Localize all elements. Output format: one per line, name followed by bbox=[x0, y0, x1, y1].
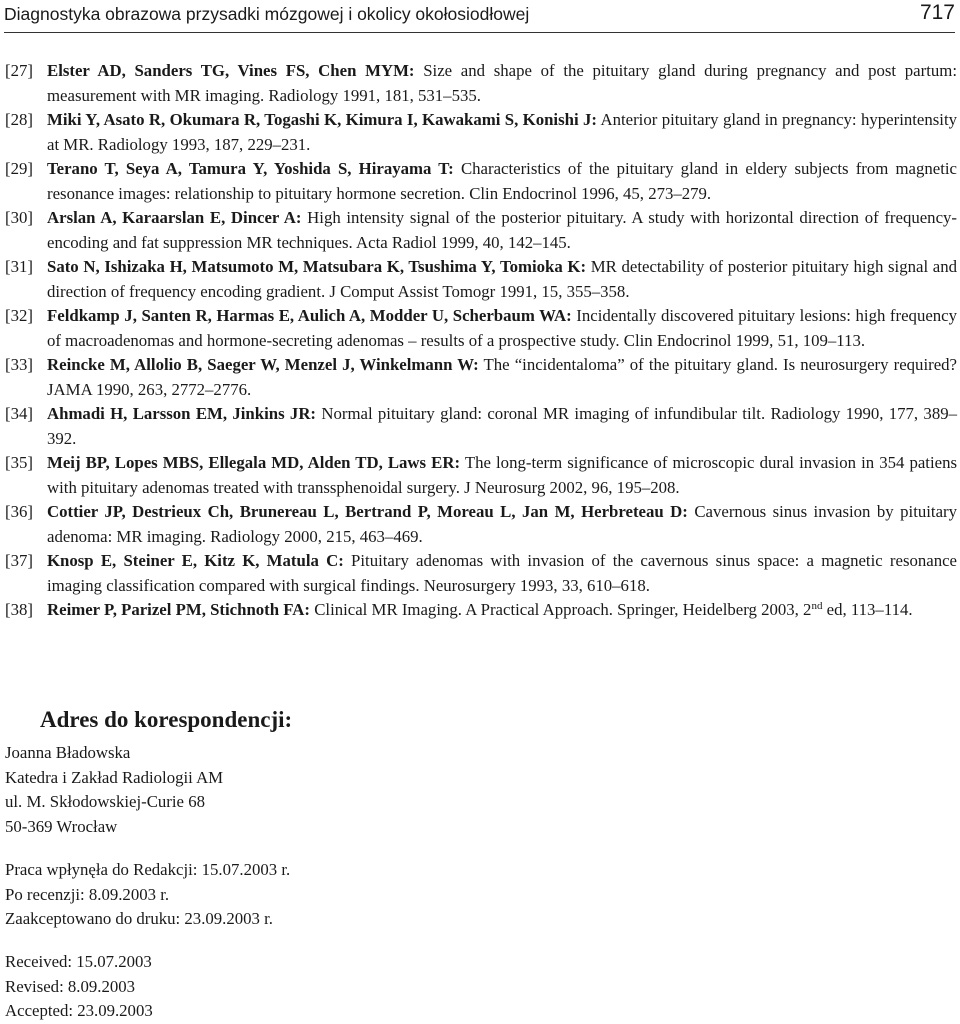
reference-authors: Feldkamp J, Santen R, Harmas E, Aulich A, Modder U, Scherbaum WA: bbox=[47, 306, 572, 325]
reference-authors: Ahmadi H, Larsson EM, Jinkins JR: bbox=[47, 404, 317, 423]
reference-item bbox=[5, 549, 957, 598]
reference-text: Clinical MR Imaging. A Practical Approach. Springer, Heidelberg 2003, 2 bbox=[310, 600, 812, 619]
running-header bbox=[4, 0, 955, 33]
submission-dates-pl bbox=[5, 858, 290, 932]
reference-item bbox=[5, 59, 957, 108]
date-line: Praca wpłynęła do Redakcji: 15.07.2003 r. bbox=[5, 860, 291, 879]
reference-item bbox=[5, 598, 957, 623]
address-line: ul. M. Skłodowskiej-Curie 68 bbox=[5, 792, 205, 811]
reference-item bbox=[5, 157, 957, 206]
reference-text: Size and shape of the pituitary gland during pregnancy and post partum: measurement with MR imaging. Radiology 1991, 181, 531–535. bbox=[47, 61, 957, 105]
reference-text: Anterior pituitary gland in pregnancy: hyperintensity at MR. Radiology 1993, 187, 229–231. bbox=[47, 110, 957, 154]
running-title: Diagnostyka obrazowa przysadki mózgowej i okolicy okołosiodłowej bbox=[4, 4, 530, 24]
reference-number: [27] bbox=[5, 61, 33, 80]
reference-text: The long-term significance of microscopic dural invasion in 354 patiens with pituitary adenomas treated with transsphenoidal surgery. J Neurosurg 2002, 96, 195–208. bbox=[47, 453, 958, 497]
reference-authors: Miki Y, Asato R, Okumara R, Togashi K, Kimura I, Kawakami S, Konishi J: bbox=[47, 110, 597, 129]
reference-number: [28] bbox=[5, 110, 33, 129]
reference-number: [34] bbox=[5, 404, 33, 423]
reference-text: The “incidentaloma” of the pituitary gland. Is neurosurgery required? JAMA 1990, 263, 2772–2776. bbox=[47, 355, 957, 399]
date-line: Accepted: 23.09.2003 bbox=[5, 1001, 153, 1020]
reference-authors: Reincke M, Allolio B, Saeger W, Menzel J, Winkelmann W: bbox=[47, 355, 479, 374]
reference-item bbox=[5, 500, 957, 549]
address-line: Joanna Bładowska bbox=[5, 743, 131, 762]
reference-text: Cavernous sinus invasion by pituitary adenoma: MR imaging. Radiology 2000, 215, 463–469. bbox=[47, 502, 957, 546]
reference-item bbox=[5, 353, 957, 402]
reference-authors: Sato N, Ishizaka H, Matsumoto M, Matsubara K, Tsushima Y, Tomioka K: bbox=[47, 257, 587, 276]
reference-number: [37] bbox=[5, 551, 33, 570]
reference-number: [36] bbox=[5, 502, 33, 521]
reference-number: [30] bbox=[5, 208, 33, 227]
reference-list bbox=[5, 59, 957, 623]
address-line: 50-369 Wrocław bbox=[5, 816, 118, 836]
reference-number: [31] bbox=[5, 257, 33, 276]
reference-item bbox=[5, 255, 957, 304]
page-number: 717 bbox=[919, 1, 955, 24]
reference-authors: Knosp E, Steiner E, Kitz K, Matula C: bbox=[47, 551, 344, 570]
reference-number: [29] bbox=[5, 159, 33, 178]
reference-authors: Elster AD, Sanders TG, Vines FS, Chen MYM: bbox=[47, 61, 415, 80]
address-line: Katedra i Zakład Radiologii AM bbox=[5, 767, 224, 787]
reference-number: [33] bbox=[5, 355, 33, 374]
reference-text: Pituitary adenomas with invasion of the cavernous sinus space: a magnetic resonance imaging classification compared with surgical findings. Neurosurgery 1993, 33, 610–618. bbox=[47, 551, 957, 595]
date-line: Po recenzji: 8.09.2003 r. bbox=[5, 884, 170, 904]
reference-text: MR detectability of posterior pituitary high signal and direction of frequency encoding gradient. J Comput Assist Tomogr 1991, 15, 355–358. bbox=[47, 257, 958, 301]
reference-number: [32] bbox=[5, 306, 33, 325]
reference-authors: Cottier JP, Destrieux Ch, Brunereau L, Bertrand P, Moreau L, Jan M, Herbreteau D: bbox=[47, 502, 688, 521]
reference-item bbox=[5, 108, 957, 157]
submission-dates-en bbox=[5, 950, 153, 1024]
date-line: Zaakceptowano do druku: 23.09.2003 r. bbox=[5, 909, 273, 928]
reference-number: [35] bbox=[5, 453, 33, 472]
reference-authors: Terano T, Seya A, Tamura Y, Yoshida S, Hirayama T: bbox=[47, 159, 454, 178]
reference-text-tail: ed, 113–114. bbox=[822, 600, 913, 619]
reference-authors: Arslan A, Karaarslan E, Dincer A: bbox=[47, 208, 302, 227]
ordinal-superscript: nd bbox=[811, 600, 823, 612]
correspondence-address bbox=[5, 741, 223, 839]
reference-item bbox=[5, 206, 957, 255]
reference-text: Characteristics of the pituitary gland in eldery subjects from magnetic resonance images: relationship to pituitary hormone secretion. Clin Endocrinol 1996, 45, 273–279. bbox=[47, 159, 957, 203]
reference-authors: Reimer P, Parizel PM, Stichnoth FA: bbox=[47, 600, 311, 619]
reference-number: [38] bbox=[5, 600, 33, 619]
reference-text: High intensity signal of the posterior pituitary. A study with horizontal direction of frequency-encoding and fat suppression MR techniques. Acta Radiol 1999, 40, 142–145. bbox=[47, 208, 958, 252]
correspondence-heading: Adres do korespondencji: bbox=[40, 707, 293, 732]
reference-text: Normal pituitary gland: coronal MR imaging of infundibular tilt. Radiology 1990, 177, 389–392. bbox=[47, 404, 957, 448]
reference-item bbox=[5, 402, 957, 451]
date-line: Received: 15.07.2003 bbox=[5, 952, 152, 971]
date-line: Revised: 8.09.2003 bbox=[5, 976, 136, 996]
reference-authors: Meij BP, Lopes MBS, Ellegala MD, Alden TD, Laws ER: bbox=[47, 453, 461, 472]
reference-item bbox=[5, 451, 957, 500]
reference-item bbox=[5, 304, 957, 353]
reference-text: Incidentally discovered pituitary lesions: high frequency of macroadenomas and hormone-secreting adenomas – results of a prospective study. Clin Endocrinol 1999, 51, 109–113. bbox=[47, 306, 958, 350]
